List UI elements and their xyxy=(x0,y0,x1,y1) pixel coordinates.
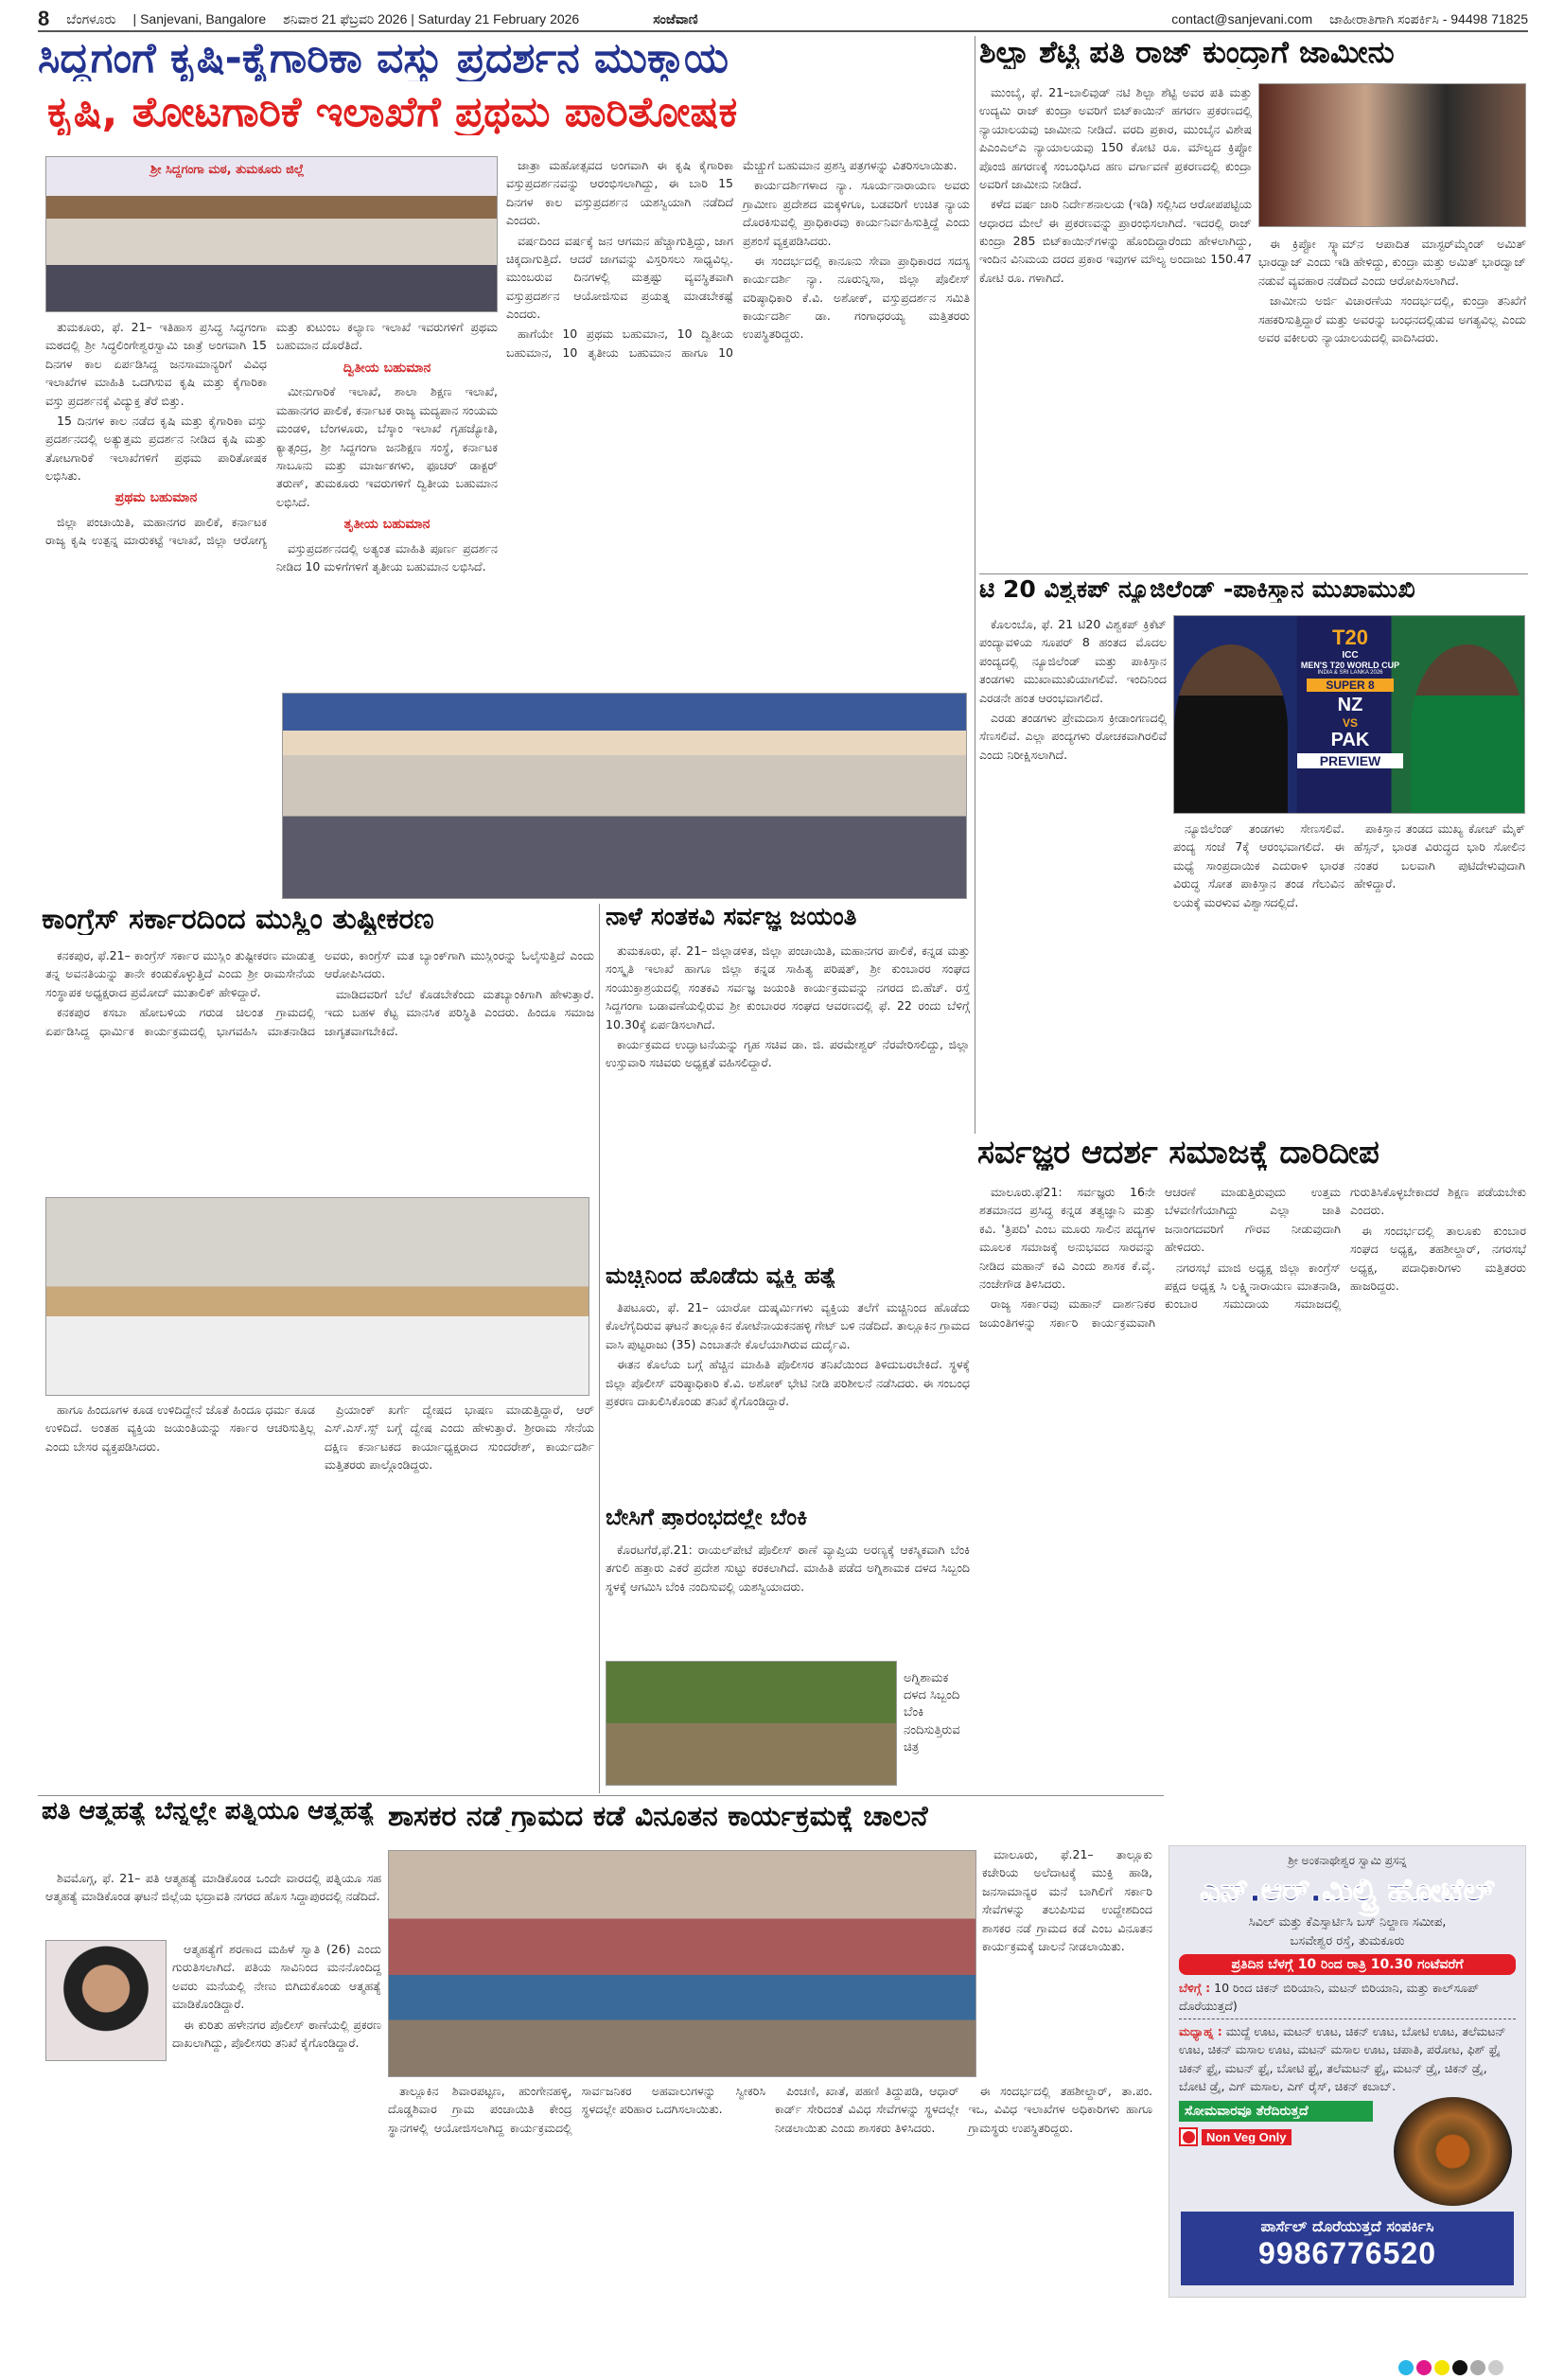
ad-blessing: ಶ್ರೀ ಅಂಕನಾಥೇಶ್ವರ ಸ್ವಾಮಿ ಪ್ರಸನ್ನ xyxy=(1288,1854,1407,1867)
paragraph: ತುಮಕೂರು, ಫೆ. 21– ಜಿಲ್ಲಾಡಳಿತ, ಜಿಲ್ಲಾ ಪಂಚಾಯಿತಿ, ಮಹಾನಗರ ಪಾಲಿಕೆ, ಕನ್ನಡ ಮತ್ತು ಸಂಸ್ಕೃತಿ ಇಲಾಖೆ ಹಾಗೂ ಜಿಲ್ಲಾ ಕನ್ನಡ ಸಾಹಿತ್ಯ ಪರಿಷತ್, ಶ್ರೀ ಕುಂಬಾರರ ಸಂಘದ ಸಂಯುಕ್ತಾಶ್ರಯದಲ್ಲಿ ಸಂತಕವಿ ಸರ್ವಜ್ಞ ಜಯಂತಿ ಕಾರ್ಯಕ್ರಮವನ್ನು ನಗರದ ಬಿ.ಹೆಚ್. ರಸ್ತೆ ಸಿದ್ದಗಂಗಾ ಬಡಾವಣೆಯಲ್ಲಿರುವ ಶ್ರೀ ಕುಂಬಾರರ ಸಂಘದ ಆವರಣದಲ್ಲಿ ಫೆ. 22 ರಂದು ಬೆಳಿಗ್ಗೆ 10.30ಕ್ಕೆ ಏರ್ಪಡಿಸಲಾಗಿದೆ. xyxy=(606,943,970,1031)
event-label: MEN'S T20 WORLD CUP xyxy=(1300,661,1400,670)
congress-body-b xyxy=(45,1401,594,1793)
hotel-advertisement xyxy=(1169,1845,1526,2298)
paragraph: ಪಾಕಿಸ್ತಾನ ತಂಡದ ಮುಖ್ಯ ಕೋಚ್ ಮೈಕ್ ಹೆಸ್ಸನ್, ಭಾರತ ವಿರುದ್ಧದ ಭಾರಿ ಸೋಲಿನ ನಂತರ ಬಲವಾಗಿ ಪುಟಿದೇಳುವುದಾಗಿ ಹೇಳಿದ್ದಾರೆ. xyxy=(1354,821,1525,891)
paragraph: ಜಾತ್ರಾ ಮಹೋತ್ಸವದ ಅಂಗವಾಗಿ ಈ ಕೃಷಿ ಕೈಗಾರಿಕಾ ವಸ್ತುಪ್ರದರ್ಶನವನ್ನು ಆರಂಭಿಸಲಾಗಿದ್ದು, ಈ ಬಾರಿ 15 ದಿನಗಳ ಕಾಲ ವಸ್ತುಪ್ರದರ್ಶನ ಯಶಸ್ವಿಯಾಗಿ ನಡೆದಿದೆ ಎಂದರು. xyxy=(506,158,733,228)
fire-photo xyxy=(606,1661,897,1786)
sarvajnara-body xyxy=(979,1183,1526,1831)
paper-name: | Sanjevani, Bangalore xyxy=(132,11,267,26)
suicide-body-b xyxy=(172,1940,381,2356)
paragraph: ಕನಕಪುರ ಕಸಬಾ ಹೋಬಳಿಯ ಗರುಡ ಚಿಲಂತ ಗ್ರಾಮದಲ್ಲಿ ಏರ್ಪಡಿಸಿದ್ದ ಧಾರ್ಮಿಕ ಕಾರ್ಯಕ್ರಮದಲ್ಲಿ ಭಾಗವಹಿಸಿ ಮಾತನಾಡಿದ ಅವರು, ಕಾಂಗ್ರೆಸ್ ಮತ ಬ್ಯಾಂಕ್‌ಗಾಗಿ ಮುಸ್ಲಿಂರನ್ನು ಓಲೈಸುತ್ತಿದೆ ಎಂದು ಆರೋಪಿಸಿದರು. xyxy=(45,948,594,1038)
paragraph: ಮೀನುಗಾರಿಕೆ ಇಲಾಖೆ, ಶಾಲಾ ಶಿಕ್ಷಣ ಇಲಾಖೆ, ಮಹಾನಗರ ಪಾಲಿಕೆ, ಕರ್ನಾಟಕ ರಾಜ್ಯ ಮದ್ಯಪಾನ ಸಂಯಮ ಮಂಡಳಿ, ಬೆಂಗಳೂರು, ಬೆಸ್ಕಾಂ ಇಲಾಖೆ ಗೃಹಜ್ಯೋತಿ, ಕ್ಯಾತ್ಸಂದ್ರ, ಶ್ರೀ ಸಿದ್ದಗಂಗಾ ಜನಶಿಕ್ಷಣ ಸಂಸ್ಥೆ, ಕರ್ನಾಟಕ ಸಾಬೂನು ಮತ್ತು ಮಾರ್ಜಕಗಳು, ಫೂಚರ್ ಡಾಕ್ಟರ್ ತರುಣ್, ತುಮಕೂರು ಇವರುಗಳಿಗೆ ದ್ವಿತೀಯ ಬಹುಮಾನ ಲಭಿಸಿದೆ. xyxy=(276,384,498,509)
paragraph: ರಾಜ್ಯ ಸರ್ಕಾರವು ಮಹಾನ್ ದಾರ್ಶನಿಕರ ಜಯಂತಿಗಳನ್ನು ಸರ್ಕಾರಿ ಕಾರ್ಯಕ್ರಮವಾಗಿ ಆಚರಣೆ ಮಾಡುತ್ತಿರುವುದು ಉತ್ತಮ ಬೆಳವಣಿಗೆಯಾಗಿದ್ದು ಎಲ್ಲಾ ಜಾತಿ ಜನಾಂಗದವರಿಗೆ ಗೌರವ ನೀಡುವುದಾಗಿ ಹೇಳಿದರು. xyxy=(979,1185,1341,1330)
non-veg-icon xyxy=(1179,2127,1198,2146)
subhead-second-prize: ದ್ವಿತೀಯ ಬಹುಮಾನ xyxy=(343,360,431,376)
paragraph: ಮುಂಬೈ, ಫೆ. 21–ಬಾಲಿವುಡ್ ನಟಿ ಶಿಲ್ಪಾ ಶೆಟ್ಟಿ ಅವರ ಪತಿ ಮತ್ತು ಉದ್ಯಮಿ ರಾಜ್ ಕುಂದ್ರಾ ಅವರಿಗೆ ಬಿಟ್‌ಕಾಯಿನ್ ಹಗರಣ ಪ್ರಕರಣದಲ್ಲಿ ನ್ಯಾಯಾಲಯವು ಜಾಮೀನು ನೀಡಿದೆ. ವರದಿ ಪ್ರಕಾರ, ಮುಂಬೈನ ವಿಶೇಷ ಪಿಎಂಎಲ್‌ಎ ನ್ಯಾಯಾಲಯವು 150 ಕೋಟಿ ರೂ. ಮೌಲ್ಯದ ಕ್ರಿಪ್ಟೋ ಪೊಂಜಿ ಹಗರಣಕ್ಕೆ ಸಂಬಂಧಿಸಿದ ಹಣ ವರ್ಗಾವಣೆ ಪ್ರಕರಣದಲ್ಲಿ ಕುಂದ್ರಾ ಅವರಿಗೆ ಜಾಮೀನು ನೀಡಿದೆ. xyxy=(979,85,1252,191)
morning-menu xyxy=(1179,1979,1516,2016)
contact-email[interactable]: contact@sanjevani.com xyxy=(1171,11,1313,26)
issue-date: ಶನಿವಾರ 21 ಫೆಬ್ರವರಿ 2026 | Saturday 21 February 2026 xyxy=(283,10,580,26)
paragraph: ವರ್ಷದಿಂದ ವರ್ಷಕ್ಕೆ ಜನ ಆಗಮನ ಹೆಚ್ಚಾಗುತ್ತಿದ್ದು, ಜಾಗ ಚಿಕ್ಕದಾಗುತ್ತಿದೆ. ಆದರೆ ಜಾಗವನ್ನು ವಿಸ್ತರಿಸಲು ಸಾಧ್ಯವಿಲ್ಲ. ಮುಂಬರುವ ದಿನಗಳಲ್ಲಿ ಮತ್ತಷ್ಟು ವ್ಯವಸ್ಥಿತವಾಗಿ ವಸ್ತುಪ್ರದರ್ಶನ ಆಯೋಜಿಸುವ ಪ್ರಯತ್ನ ಮಾಡಬೇಕಷ್ಟೆ ಎಂದರು. xyxy=(506,233,733,321)
non-veg-label: Non Veg Only xyxy=(1202,2129,1292,2145)
paragraph: 15 ದಿನಗಳ ಕಾಲ ನಡೆದ ಕೃಷಿ ಮತ್ತು ಕೈಗಾರಿಕಾ ವಸ್ತು ಪ್ರದರ್ಶನದಲ್ಲಿ ಅತ್ಯುತ್ತಮ ಪ್ರದರ್ಶನ ನೀಡಿದ ಕೃಷಿ ಮತ್ತು ತೋಟಗಾರಿಕೆ ಇಲಾಖೆಗಳಿಗೆ ಪ್ರಥಮ ಪಾರಿತೋಷಕ ಲಭಿಸಿತು. xyxy=(45,413,267,483)
paragraph: ಕೊರಟಗೆರೆ,ಫೆ.21: ರಾಯಲ್‌ಪೇಟೆ ಪೊಲೀಸ್ ಠಾಣೆ ವ್ಯಾಪ್ತಿಯ ಅರಣ್ಯಕ್ಕೆ ಆಕಸ್ಮಿಕವಾಗಿ ಬೆಂಕಿ ತಗುಲಿ ಹತ್ತಾರು ಎಕರೆ ಪ್ರದೇಶ ಸುಟ್ಟು ಕರಕಲಾಗಿದೆ. ಮಾಹಿತಿ ಪಡೆದ ಅಗ್ನಿಶಾಮಕ ದಳದ ಸಿಬ್ಬಂದಿ ಸ್ಥಳಕ್ಕೆ ಆಗಮಿಸಿ ಬೆಂಕಿ ನಂದಿಸುವಲ್ಲಿ ಯಶಸ್ವಿಯಾದರು. xyxy=(606,1543,970,1594)
paragraph: ನ್ಯೂಜಿಲೆಂಡ್ ತಂಡಗಳು ಸೇಣಸಲಿವೆ. ಪಂದ್ಯ ಸಂಜೆ 7ಕ್ಕೆ ಆರಂಭವಾಗಲಿದೆ. ಈ ಮಧ್ಯೆ ಸಾಂಪ್ರದಾಯಿಕ ಎದುರಾಳಿ ಭಾರತ ವಿರುದ್ಧ ಸೋತ ಪಾಕಿಸ್ತಾನ ತಂಡ ಗೆಲುವಿನ ಲಯಕ್ಕೆ ಮರಳುವ ವಿಶ್ವಾಸದಲ್ಲಿದೆ. xyxy=(1173,821,1344,909)
ad-contact-band xyxy=(1181,2212,1514,2285)
section-divider xyxy=(38,1795,1164,1796)
host-label: INDIA & SRI LANKA 2026 xyxy=(1317,670,1383,676)
paragraph: ಮಾಲೂರು.ಫೆ21: ಸರ್ವಜ್ಞರು 16ನೇ ಶತಮಾನದ ಪ್ರಸಿದ್ಧ ಕನ್ನಡ ತತ್ವಜ್ಞಾನಿ ಮತ್ತು ಕವಿ. 'ತ್ರಿಪದಿ' ಎಂಬ ಮೂರು ಸಾಲಿನ ಪದ್ಯಗಳ ಮೂಲಕ ಸಮಾಜಕ್ಕೆ ಅನುಭವದ ಸಾರವನ್ನು ನೀಡಿದ ಮಹಾನ್ ಕವಿ ಎಂದು ಶಾಸಕ ಕೆ.ವೈ. ನಂಜೇಗೌಡ ತಿಳಿಸಿದರು. xyxy=(979,1185,1155,1291)
paragraph: ಹಾಗೂ ಹಿಂದೂಗಳ ಕೂಡ ಉಳಿದಿದ್ದೇನೆ ಜೊತೆ ಹಿಂದೂ ಧರ್ಮ ಕೂಡ ಉಳಿದಿದೆ. ಅಂತಹ ವ್ಯಕ್ತಿಯ ಜಯಂತಿಯನ್ನು ಸರ್ಕಾರ ಆಚರಿಸುತ್ತಿಲ್ಲ ಎಂದು ಬೇಸರ ವ್ಯಕ್ತಪಡಿಸಿದರು. xyxy=(45,1402,315,1454)
congress-photo xyxy=(45,1197,589,1396)
sarvajna-jayanthi-headline: ನಾಳೆ ಸಂತಕವಿ ಸರ್ವಜ್ಞ ಜಯಂತಿ xyxy=(606,904,857,931)
paragraph: ಕಾರ್ಯದರ್ಶಿಗಳಾದ ನ್ಯಾ. ಸೂರ್ಯನಾರಾಯಣ ಅವರು ಗ್ರಾಮೀಣ ಪ್ರದೇಶದ ಮಕ್ಕಳಿಗೂ, ಬಡವರಿಗೆ ಉಚಿತ ನ್ಯಾಯ ದೊರಕಿಸುವಲ್ಲಿ ಪ್ರಾಧಿಕಾರವು ಕಾರ್ಯನಿರ್ವಹಿಸುತ್ತಿದ್ದೆ ಎಂದು ಪ್ರಶಂಸೆ ವ್ಯಕ್ತಪಡಿಸಿದರು. xyxy=(743,178,970,248)
paragraph: ಈ ಕುರಿತು ಹಳೇನಗರ ಪೊಲೀಸ್ ಠಾಣೆಯಲ್ಲಿ ಪ್ರಕರಣ ದಾಖಲಾಗಿದ್ದು, ಪೊಲೀಸರು ತನಿಖೆ ಕೈಗೊಂಡಿದ್ದಾರೆ. xyxy=(172,2017,381,2050)
paragraph: ಹಾಗೆಯೇ 10 ಪ್ರಥಮ ಬಹುಮಾನ, 10 ದ್ವಿತೀಯ ಬಹುಮಾನ, 10 ತೃತೀಯ ಬಹುಮಾನ ಹಾಗೂ 10 ಮೆಚ್ಚುಗೆ ಬಹುಮಾನ ಪ್ರಶಸ್ತಿ ಪತ್ರಗಳನ್ನು ವಿತರಿಸಲಾಯಿತು. xyxy=(506,158,958,360)
lead-subheadline: ಕೃಷಿ, ತೋಟಗಾರಿಕೆ ಇಲಾಖೆಗೆ ಪ್ರಥಮ ಪಾರಿತೋಷಕ xyxy=(47,90,738,136)
murder-body xyxy=(606,1298,970,1497)
shilpa-body-a xyxy=(979,83,1252,566)
paragraph: ತುಮಕೂರು, ಫೆ. 21– ಇತಿಹಾಸ ಪ್ರಸಿದ್ಧ ಸಿದ್ಧಗಂಗಾ ಮಠದಲ್ಲಿ ಶ್ರೀ ಸಿದ್ಧಲಿಂಗೇಶ್ವರಸ್ವಾಮಿ ಜಾತ್ರೆ ಅಂಗವಾಗಿ 15 ದಿನಗಳ ಕಾಲ ಏರ್ಪಡಿಸಿದ್ದ ಜನಸಾಮಾನ್ಯರಿಗೆ ವಿವಿಧ ಇಲಾಖೆಗಳ ಮಾಹಿತಿ ಒದಗಿಸುವ ಕೃಷಿ ಮತ್ತು ಕೈಗಾರಿಕಾ ವಸ್ತು ಪ್ರದರ್ಶನಕ್ಕೆ ವಿದ್ಯುಕ್ತ ತೆರೆ ಬಿತ್ತು. xyxy=(45,320,267,408)
edition-city: ಬೆಂಗಳೂರು xyxy=(66,10,116,26)
open-monday-badge: ಸೋಮವಾರವೂ ತೆರೆದಿರುತ್ತದೆ xyxy=(1179,2101,1373,2122)
lead-body-a xyxy=(45,318,498,687)
suicide-body-a xyxy=(45,1869,381,1935)
parcel-text: ಪಾರ್ಸೆಲ್ ದೊರೆಯುತ್ತದೆ ಸಂಪರ್ಕಿಸಿ xyxy=(1260,2217,1434,2235)
paragraph: ಜಾಮೀನು ಅರ್ಜಿ ವಿಚಾರಣೆಯ ಸಂದರ್ಭದಲ್ಲಿ, ಕುಂದ್ರಾ ತನಿಖೆಗೆ ಸಹಕರಿಸುತ್ತಿದ್ದಾರೆ ಮತ್ತು ಅವರನ್ನು ಬಂಧನದಲ್ಲಿಡುವ ಅಗತ್ಯವಿಲ್ಲ ಎಂದು ಅವರ ವಕೀಲರು ನ್ಯಾಯಾಲಯದಲ್ಲಿ ವಾದಿಸಿದರು. xyxy=(1258,293,1526,344)
opening-hours: ಪ್ರತಿದಿನ ಬೆಳಗ್ಗೆ 10 ರಿಂದ ರಾತ್ರಿ 10.30 ಗಂಟೆವರೆಗೆ xyxy=(1179,1954,1516,1975)
page-number: 8 xyxy=(38,7,50,30)
paragraph: ಮಾಡಿದವರಿಗೆ ಬೆಲೆ ಕೊಡಬೇಕೆಂದು ಮತಬ್ಯಾಂಕಿಗಾಗಿ ಹೇಳುತ್ತಾರೆ. ಇದು ಬಹಳ ಕೆಟ್ಟ ಮಾನಸಿಕ ಪರಿಸ್ಥಿತಿ ಎಂದರು. ಹಿಂದೂ ಸಮಾಜ ಜಾಗೃತವಾಗಬೇಕಿದೆ. xyxy=(325,986,594,1038)
pak-player-figure xyxy=(1411,644,1524,814)
lead-photo-ceremony xyxy=(282,693,967,899)
fire-photo-caption: ಅಗ್ನಿಶಾಮಕ ದಳದ ಸಿಬ್ಬಂದಿ ಬೆಂಕಿ ನಂದಿಸುತ್ತಿರುವ ಚಿತ್ರ xyxy=(904,1671,960,1754)
t20-body-a xyxy=(979,615,1167,1131)
vs-label: VS xyxy=(1342,716,1358,730)
team-nz: NZ xyxy=(1337,695,1363,715)
paragraph: ಕಾರ್ಯಕ್ರಮದ ಉದ್ಘಾಟನೆಯನ್ನು ಗೃಹ ಸಚಿವ ಡಾ. ಜಿ. ಪರಮೇಶ್ವರ್ ನೆರವೇರಿಸಲಿದ್ದು, ಜಿಲ್ಲಾ ಉಸ್ತುವಾರಿ ಸಚಿವರು ಅಧ್ಯಕ್ಷತೆ ವಹಿಸಲಿದ್ದಾರೆ. xyxy=(606,1036,970,1070)
mla-body-a xyxy=(982,1845,1152,2077)
paragraph: ಮಾಲೂರು, ಫೆ.21– ತಾಲ್ಲೂಕು ಕಚೇರಿಯ ಅಲೆದಾಟಕ್ಕೆ ಮುಕ್ತಿ ಹಾಡಿ, ಜನಸಾಮಾನ್ಯರ ಮನೆ ಬಾಗಿಲಿಗೆ ಸರ್ಕಾರಿ ಸೇವೆಗಳನ್ನು ತಲುಪಿಸುವ ಉದ್ದೇಶದಿಂದ ಶಾಸಕರ ನಡೆ ಗ್ರಾಮದ ಕಡೆ ಎಂಬ ವಿನೂತನ ಕಾರ್ಯಕ್ರಮಕ್ಕೆ ಚಾಲನೆ ನೀಡಲಾಯಿತು. xyxy=(982,1847,1152,1953)
paragraph: ಈ ಕ್ರಿಪ್ಟೋ ಸ್ಕ್ಯಾಮ್‌ನ ಆಪಾದಿತ ಮಾಸ್ಟರ್‌ಮೈಂಡ್ ಅಮಿತ್ ಭಾರದ್ವಾಜ್ ಎಂದು ಇಡಿ ಹೇಳಿದ್ದು, ಕುಂದ್ರಾ ಮತ್ತು ಅಮಿತ್ ಭಾರದ್ವಾಜ್ ನಡುವೆ ವ್ಯವಹಾರ ನಡೆದಿದೆ ಎಂದು ಆರೋಪಿಸಲಾಗಿದೆ. xyxy=(1258,237,1526,288)
paragraph: ತಿಪಟೂರು, ಫೆ. 21– ಯಾರೋ ದುಷ್ಕರ್ಮಿಗಳು ವ್ಯಕ್ತಿಯ ತಲೆಗೆ ಮಚ್ಚಿನಿಂದ ಹೊಡೆದು ಕೊಲೆಗೈದಿರುವ ಘಟನೆ ತಾಲ್ಲೂಕಿನ ಕೋಟೆನಾಯಕನಹಳ್ಳಿ ಗೇಟ್ ಬಳಿ ನಡೆದಿದೆ. ತಾಲ್ಲೂಕಿನ ಗ್ರಾಮದ ವಾಸಿ ಪುಟ್ಟರಾಜು (35) ಎಂಬಾತನೇ ಕೊಲೆಯಾಗಿರುವ ದುರ್ದೈವಿ. xyxy=(606,1300,970,1351)
lunch-label: ಮಧ್ಯಾಹ್ನ : xyxy=(1179,2023,1222,2038)
lead-headline: ಸಿದ್ದಗಂಗೆ ಕೃಷಿ-ಕೈಗಾರಿಕಾ ವಸ್ತು ಪ್ರದರ್ಶನ ಮುಕ್ತಾಯ xyxy=(38,36,729,82)
food-plate-image xyxy=(1394,2097,1512,2206)
t20-headline: ಟಿ 20 ವಿಶ್ವಕಪ್ ನ್ಯೂಜಿಲೆಂಡ್ -ಪಾಕಿಸ್ತಾನ ಮುಖಾಮುಖಿ xyxy=(979,573,1528,603)
t20-body-b xyxy=(1173,820,1525,1132)
lunch-items: ಮುದ್ದೆ ಊಟ, ಮಟನ್ ಊಟ, ಚಿಕನ್ ಊಟ, ಬೋಟಿ ಊಟ, ತಲೆಮಟನ್ ಊಟ, ಚಿಕನ್ ಮಸಾಲ ಊಟ, ಮಟನ್ ಮಸಾಲ ಊಟ, ಚಪಾತಿ, ಪರೋಟ, ಫಿಶ್ ಫ್ರೈ ಚಿಕನ್ ಫ್ರೈ, ಮಟನ್ ಫ್ರೈ, ಬೋಟಿ ಫ್ರೈ, ತಲೆಮಟನ್ ಫ್ರೈ, ಮಟನ್ ಡ್ರೈ, ಚಿಕನ್ ಡ್ರೈ, ಬೋಟಿ ಡ್ರೈ, ಎಗ್ ಮಸಾಲ, ಎಗ್ ರೈಸ್, ಚಿಕನ್ ಕಬಾಬ್. xyxy=(1179,2023,1506,2093)
paragraph: ಎರಡು ತಂಡಗಳು ಪ್ರೇಮದಾಸ ಕ್ರೀಡಾಂಗಣದಲ್ಲಿ ಸೆಣಸಲಿವೆ. ಎಲ್ಲಾ ಪಂದ್ಯಗಳು ರೋಚಕವಾಗಿರಲಿವೆ ಎಂದು ನಿರೀಕ್ಷಿಸಲಾಗಿದೆ. xyxy=(979,710,1167,762)
preview-tag: PREVIEW xyxy=(1297,753,1403,768)
subhead-third-prize: ತೃತೀಯ ಬಹುಮಾನ xyxy=(343,517,431,533)
hotel-name: ಎನ್.ಆರ್.ಮಿಲ್ಟ್ರಿ ಹೋಟೆಲ್ xyxy=(1200,1872,1495,1910)
mla-body-b xyxy=(388,2082,1152,2356)
paragraph: ಈ ಸಂದರ್ಭದಲ್ಲಿ ತಹಶೀಲ್ದಾರ್, ತಾ.ಪಂ. ಇಒ, ವಿವಿಧ ಇಲಾಖೆಗಳ ಅಧಿಕಾರಿಗಳು ಹಾಗೂ ಗ್ರಾಮಸ್ಥರು ಉಪಸ್ಥಿತರಿದ್ದರು. xyxy=(968,2084,1152,2135)
fire-headline: ಬೇಸಿಗೆ ಪ್ರಾರಂಭದಲ್ಲೇ ಬೆಂಕಿ xyxy=(606,1505,808,1530)
paragraph: ಈ ಸಂದರ್ಭದಲ್ಲಿ ಕಾನೂನು ಸೇವಾ ಪ್ರಾಧಿಕಾರದ ಸದಸ್ಯ ಕಾರ್ಯದರ್ಶಿ ನ್ಯಾ. ನೂರುನ್ನಿಸಾ, ಜಿಲ್ಲಾ ಪೊಲೀಸ್ ವರಿಷ್ಠಾಧಿಕಾರಿ ಕೆ.ವಿ. ಅಶೋಕ್, ವಸ್ತುಪ್ರದರ್ಶನ ಸಮಿತಿ ಕಾರ್ಯದರ್ಶಿ ಡಾ. ಗಂಗಾಧರಯ್ಯ ಮತ್ತಿತರರು ಉಪಸ್ಥಿತರಿದ್ದರು. xyxy=(743,253,970,342)
paragraph: ಪ್ರಿಯಾಂಕ್ ಖರ್ಗೆ ದ್ವೇಷದ ಭಾಷಣ ಮಾಡುತ್ತಿದ್ದಾರೆ, ಆರ್ ಎಸ್.ಎಸ್.ಸ್ಸ್ ಬಗ್ಗೆ ದ್ವೇಷ ಎಂದು ಹೇಳುತ್ತಾರೆ. ಶ್ರೀರಾಮ ಸೇನೆಯ ದಕ್ಷಿಣ ಕರ್ನಾಟಕದ ಕಾರ್ಯಾಧ್ಯಕ್ಷರಾದ ಸುಂದರೇಶ್, ಕಾರ್ಯದರ್ಶಿ ಮತ್ತಿತರರು ಪಾಲ್ಗೊಂಡಿದ್ದರು. xyxy=(325,1402,594,1472)
fire-body xyxy=(606,1541,970,1656)
mla-event-photo xyxy=(388,1850,976,2077)
icc-label: ICC xyxy=(1342,650,1359,661)
paragraph: ಶಿವಮೊಗ್ಗ, ಫೆ. 21– ಪತಿ ಆತ್ಮಹತ್ಯೆ ಮಾಡಿಕೊಂಡ ಒಂದೇ ವಾರದಲ್ಲಿ ಪತ್ನಿಯೂ ಸಹ ಆತ್ಮಹತ್ಯೆ ಮಾಡಿಕೊಂಡ ಘಟನೆ ಜಿಲ್ಲೆಯ ಭದ್ರಾವತಿ ನಗರದ ಹೊಸ ಸಿದ್ದಾಪುರದಲ್ಲಿ ನಡೆದಿದೆ. xyxy=(45,1871,381,1904)
photo-banner-text: ಶ್ರೀ ಸಿದ್ದಗಂಗಾ ಮಠ, ತುಮಕೂರು ಜಿಲ್ಲೆ xyxy=(150,163,305,177)
paragraph: ತಾಲ್ಲೂಕಿನ ಶಿವಾರಪಟ್ಟಣ, ಹುಂಗೇನಹಳ್ಳಿ, ದೊಡ್ಡಶಿವಾರ ಗ್ರಾಮ ಪಂಚಾಯಿತಿ ಕೇಂದ್ರ ಸ್ಥಾನಗಳಲ್ಲಿ ಆಯೋಜಿಸಲಾಗಿದ್ದ ಕಾರ್ಯಕ್ರಮದಲ್ಲಿ ಸಾರ್ವಜನಿಕರ ಅಹವಾಲುಗಳನ್ನು ಸ್ವೀಕರಿಸಿ ಸ್ಥಳದಲ್ಲೇ ಪರಿಹಾರ ಒದಗಿಸಲಾಯಿತು. xyxy=(388,2084,765,2135)
stage-badge: SUPER 8 xyxy=(1307,679,1394,692)
page-header xyxy=(38,8,1528,32)
congress-headline: ಕಾಂಗ್ರೆಸ್ ಸರ್ಕಾರದಿಂದ ಮುಸ್ಲಿಂ ತುಷ್ಟೀಕರಣ xyxy=(42,904,434,935)
nz-vs-pak-preview-image xyxy=(1173,615,1525,814)
lunch-menu xyxy=(1179,2022,1516,2096)
nz-player-figure xyxy=(1174,644,1288,814)
shilpa-headline: ಶಿಲ್ಪಾ ಶೆಟ್ಟಿ ಪತಿ ರಾಜ್ ಕುಂದ್ರಾಗೆ ಜಾಮೀನು xyxy=(979,36,1395,70)
hotel-address-line2: ಬಸವೇಶ್ವರ ರಸ್ತೆ, ತುಮಕೂರು xyxy=(1290,1933,1405,1948)
morning-items: 10 ರಿಂದ ಚಿಕನ್ ಬಿರಿಯಾನಿ, ಮಟನ್ ಬಿರಿಯಾನಿ, ಮತ್ತು ಕಾಲ್‌ಸೂಪ್ ದೊರೆಯುತ್ತದೆ) xyxy=(1179,1981,1480,2014)
subhead-first-prize: ಪ್ರಥಮ ಬಹುಮಾನ xyxy=(114,490,198,506)
shilpa-body-b xyxy=(1258,235,1526,566)
hotel-address-line1: ಸಿವಿಲ್ ಮತ್ತು ಕೆಎಸ್ಸಾರ್ಟಿಸಿ ಬಸ್ ನಿಲ್ದಾಣ ಸಮೀಪ, xyxy=(1248,1915,1447,1930)
paragraph: ಪಿಂಚಣಿ, ಖಾತೆ, ಪಹಣಿ ತಿದ್ದುಪಡಿ, ಆಧಾರ್ ಕಾರ್ಡ್ ಸೇರಿದಂತೆ ವಿವಿಧ ಸೇವೆಗಳನ್ನು ಸ್ಥಳದಲ್ಲೇ ನೀಡಲಾಯಿತು ಎಂದು ಶಾಸಕರು ತಿಳಿಸಿದರು. xyxy=(775,2084,959,2135)
paragraph: ವಸ್ತುಪ್ರದರ್ಶನದಲ್ಲಿ ಅತ್ಯಂತ ಮಾಹಿತಿ ಪೂರ್ಣ ಪ್ರದರ್ಶನ ನೀಡಿದ 10 ಮಳಿಗೆಗಳಿಗೆ ತೃತೀಯ ಬಹುಮಾನ ಲಭಿಸಿದೆ. xyxy=(276,540,498,574)
print-registration-marks xyxy=(1398,2360,1503,2375)
murder-headline: ಮಚ್ಚಿನಿಂದ ಹೊಡೆದು ವ್ಯಕ್ತಿ ಹತ್ಯೆ xyxy=(606,1263,836,1289)
paragraph: ನಗರಸಭೆ ಮಾಜಿ ಅಧ್ಯಕ್ಷ ಜಿಲ್ಲಾ ಕಾಂಗ್ರೆಸ್ ಪಕ್ಷದ ಅಧ್ಯಕ್ಷ ಸಿ ಲಕ್ಷ್ಮಿನಾರಾಯಣ ಮಾತನಾಡಿ, ಕುಂಬಾರ ಸಮುದಾಯ ಸಮಾಜದಲ್ಲಿ ಗುರುತಿಸಿಕೊಳ್ಳಬೇಕಾದರೆ ಶಿಕ್ಷಣ ಪಡೆಯಬೇಕು ಎಂದರು. xyxy=(1165,1185,1526,1312)
suicide-headline: ಪತಿ ಆತ್ಮಹತ್ಯೆ ಬೆನ್ನಲ್ಲೇ ಪತ್ನಿಯೂ ಆತ್ಮಹತ್ಯೆ xyxy=(42,1798,376,1825)
mla-headline: ಶಾಸಕರ ನಡೆ ಗ್ರಾಮದ ಕಡೆ ವಿನೂತನ ಕಾರ್ಯಕ್ರಮಕ್ಕೆ ಚಾಲನೆ xyxy=(388,1801,928,1832)
raj-kundra-photo xyxy=(1258,83,1526,227)
congress-body-a xyxy=(45,946,594,1194)
team-pak: PAK xyxy=(1330,730,1370,750)
t20-logo: T20 xyxy=(1332,626,1368,649)
paragraph: ಜಿಲ್ಲಾ ಪಂಚಾಯಿತಿ, ಮಹಾನಗರ ಪಾಲಿಕೆ, ಕರ್ನಾಟಕ ರಾಜ್ಯ ಕೃಷಿ ಉತ್ಪನ್ನ ಮಾರುಕಟ್ಟೆ ಇಲಾಖೆ, ಜಿಲ್ಲಾ ಆರೋಗ್ಯ ಮತ್ತು ಕುಟುಂಬ ಕಲ್ಯಾಣ ಇಲಾಖೆ ಇವರುಗಳಿಗೆ ಪ್ರಥಮ ಬಹುಮಾನ ದೊರೆತಿದೆ. xyxy=(45,320,498,548)
lead-body-b xyxy=(506,156,970,686)
paragraph: ಕಳೆದ ವರ್ಷ ಜಾರಿ ನಿರ್ದೇಶನಾಲಯ (ಇಡಿ) ಸಲ್ಲಿಸಿದ ಆರೋಪಪಟ್ಟಿಯ ಆಧಾರದ ಮೇಲೆ ಈ ಪ್ರಕರಣವನ್ನು ಪ್ರಾರಂಭಿಸಲಾಗಿದೆ. ಇದರಲ್ಲಿ ರಾಜ್ ಕುಂದ್ರಾ 285 ಬಿಟ್‌ಕಾಯಿನ್‌ಗಳನ್ನು ಹೊಂದಿದ್ದಾರೆಂದು ಹೇಳಲಾಗಿದ್ದು, ಇಂದಿನ ವಿನಿಮಯ ದರದ ಪ್ರಕಾರ ಇವುಗಳ ಮೌಲ್ಯ ಅಂದಾಜು 150.47 ಕೋಟಿ ರೂ. ಗಳಾಗಿದೆ. xyxy=(979,197,1252,285)
paragraph: ಕನಕಪುರ, ಫೆ.21– ಕಾಂಗ್ರೆಸ್ ಸರ್ಕಾರ ಮುಸ್ಲಿಂ ತುಷ್ಟೀಕರಣ ಮಾಡುತ್ತ ತನ್ನ ಅವನತಿಯನ್ನು ತಾನೇ ಕಂಡುಕೊಳ್ಳುತ್ತಿದೆ ಎಂದು ಶ್ರೀ ರಾಮಸೇನೆಯ ಸಂಸ್ಥಾಪಕ ಅಧ್ಯಕ್ಷರಾದ ಪ್ರಮೋದ್ ಮುತಾಲಿಕ್ ಹೇಳಿದ್ದಾರೆ. xyxy=(45,948,315,999)
paragraph: ಈ ಸಂದರ್ಭದಲ್ಲಿ ತಾಲೂಕು ಕುಂಬಾರ ಸಂಘದ ಅಧ್ಯಕ್ಷ, ತಹಶೀಲ್ದಾರ್, ನಗರಸಭೆ ಅಧ್ಯಕ್ಷ, ಪದಾಧಿಕಾರಿಗಳು ಮತ್ತಿತರರು ಹಾಜರಿದ್ದರು. xyxy=(1350,1223,1526,1293)
ads-contact: ಜಾಹೀರಾತಿಗಾಗಿ ಸಂಪರ್ಕಿಸಿ - 94498 71825 xyxy=(1329,10,1528,26)
masthead-logo: ಸಂಜೆವಾಣಿ xyxy=(653,10,698,26)
hotel-phone[interactable]: 9986776520 xyxy=(1258,2236,1436,2270)
sarvajnara-headline: ಸರ್ವಜ್ಞರ ಆದರ್ಶ ಸಮಾಜಕ್ಕೆ ದಾರಿದೀಪ xyxy=(977,1136,1379,1172)
morning-label: ಬೆಳಿಗ್ಗೆ : xyxy=(1179,1981,1211,1995)
paragraph: ಆತ್ಮಹತ್ಯೆಗೆ ಶರಣಾದ ಮಹಿಳೆ ಸ್ವಾತಿ (26) ಎಂದು ಗುರುತಿಸಲಾಗಿದೆ. ಪತಿಯ ಸಾವಿನಿಂದ ಮನನೊಂದಿದ್ದ ಅವರು ಮನೆಯಲ್ಲಿ ನೇಣು ಬಿಗಿದುಕೊಂಡು ಆತ್ಮಹತ್ಯೆ ಮಾಡಿಕೊಂಡಿದ್ದಾರೆ. xyxy=(172,1942,381,2012)
sarvajna-jayanthi-body xyxy=(606,942,970,1259)
paragraph: ಈತನ ಕೊಲೆಯ ಬಗ್ಗೆ ಹೆಚ್ಚಿನ ಮಾಹಿತಿ ಪೊಲೀಸರ ತನಿಖೆಯಿಂದ ತಿಳಿದುಬರಬೇಕಿದೆ. ಸ್ಥಳಕ್ಕೆ ಜಿಲ್ಲಾ ಪೊಲೀಸ್ ವರಿಷ್ಠಾಧಿಕಾರಿ ಕೆ.ವಿ. ಅಶೋಕ್ ಭೇಟಿ ನೀಡಿ ಪರಿಶೀಲನೆ ನಡೆಸಿದರು. ಈ ಸಂಬಂಧ ಪ್ರಕರಣ ದಾಖಲಿಸಿಕೊಂಡು ತನಿಖೆ ಕೈಗೊಂಡಿದ್ದಾರೆ. xyxy=(606,1357,970,1408)
column-divider xyxy=(599,904,600,1793)
victim-photo xyxy=(45,1940,167,2061)
lead-photo-award xyxy=(45,156,498,312)
paragraph: ಕೊಲಂಬೊ, ಫೆ. 21 ಟಿ20 ವಿಶ್ವಕಪ್ ಕ್ರಿಕೆಟ್ ಪಂದ್ಯಾವಳಿಯ ಸೂಪರ್ 8 ಹಂತದ ಮೊದಲ ಪಂದ್ಯದಲ್ಲಿ ನ್ಯೂಜಿಲೆಂಡ್ ಮತ್ತು ಪಾಕಿಸ್ತಾನ ತಂಡಗಳು ಮುಖಾಮುಖಿಯಾಗಲಿವೆ. ಇಂದಿನಿಂದ ಎರಡನೇ ಹಂತ ಆರಂಭವಾಗಲಿದೆ. xyxy=(979,617,1167,705)
